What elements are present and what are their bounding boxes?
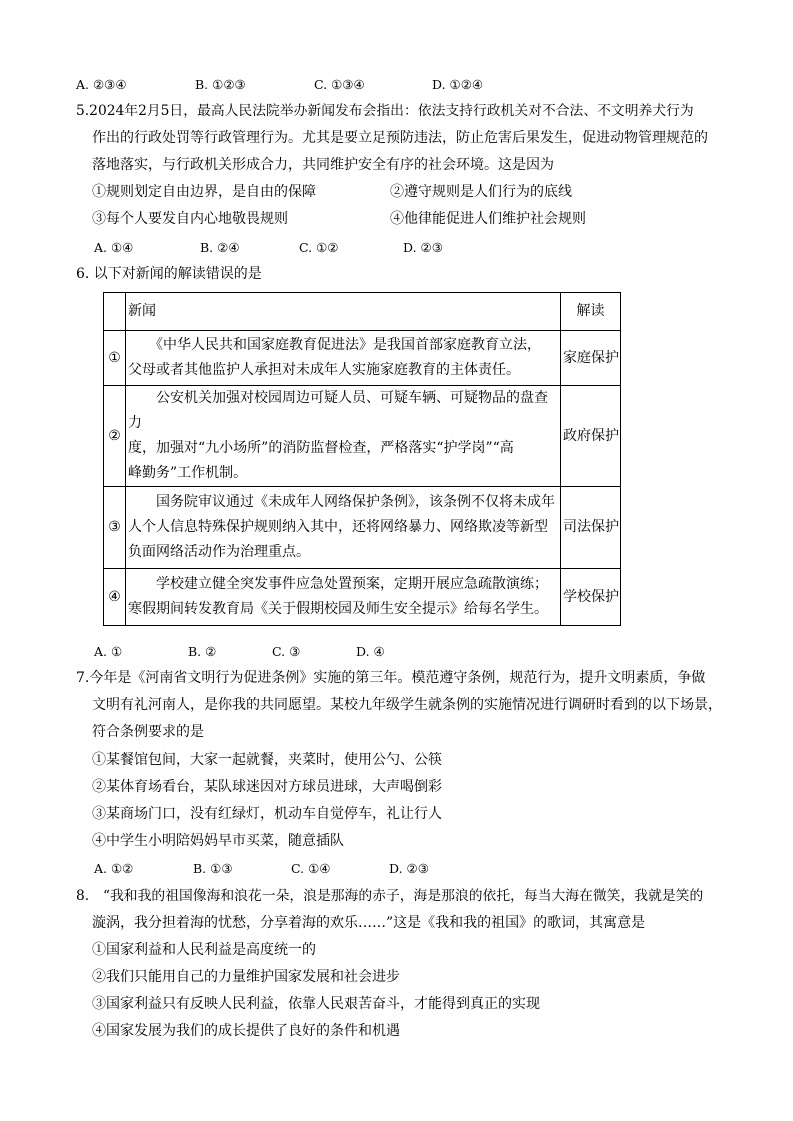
row-news-line: 父母或者其他监护人承担对未成年人实施家庭教育的主体责任。 [128, 362, 520, 378]
q4-option-c: C. ①③④ [314, 77, 365, 92]
q6-option-d: D. ④ [356, 644, 385, 659]
q5-stem-line-1: 5.2024年2月5日，最高人民法院举办新闻发布会指出：依法支持行政机关对不合法、不文明养犬行为 [76, 103, 694, 119]
q7-stem-line-2: 文明有礼河南人，是你我的共同愿望。某校九年级学生就条例的实施情况进行调研时看到的以下场景， [92, 697, 722, 713]
q7-stem-line-3: 符合条例要求的是 [92, 724, 204, 740]
q8-stem-line-1: 8. “我和我的祖国像海和浪花一朵，浪是那海的赤子，海是那浪的依托，每当大海在微笑，我就是笑的 [76, 888, 704, 904]
row-news-line: 寒假期间转发教育局《关于假期校园及师生安全提示》给每名学生。 [128, 601, 548, 617]
row-news-line: 国务院审议通过《未成年人网络保护条例》，该条例不仅将未成年 [128, 494, 555, 510]
row-interp: 政府保护 [561, 386, 621, 487]
q6-option-b: B. ② [188, 644, 217, 659]
q5-stem-line-3: 落地落实，与行政机关形成合力，共同维护安全有序的社会环境。这是因为 [92, 157, 554, 173]
q7-stem-line-1: 7.今年是《河南省文明行为促进条例》实施的第三年。模范遵守条例，规范行为，提升文明素质，争做 [76, 670, 706, 686]
q7-option-d: D. ②③ [389, 861, 429, 876]
q4-option-a: A. ②③④ [76, 77, 127, 92]
row-news-line: 公安机关加强对校园周边可疑人员、可疑车辆、可疑物品的盘查力 [128, 390, 548, 431]
row-number: ③ [104, 487, 126, 569]
q5-stem-line-2: 作出的行政处罚等行政管理行为。尤其是要立足预防违法，防止危害后果发生，促进动物管理规范的 [92, 130, 708, 146]
q5-statement-3: ③每个人要发自内心地敬畏规则 [92, 211, 288, 227]
q8-statement-4: ④国家发展为我们的成长提供了良好的条件和机遇 [92, 1023, 400, 1039]
table-row [104, 487, 621, 569]
q5-statement-1: ①规则划定自由边界，是自由的保障 [92, 184, 316, 200]
row-news-line: 负面网络活动作为治理重点。 [128, 544, 310, 560]
q8-stem-line-2: 漩涡，我分担着海的忧愁，分享着海的欢乐……”这是《我和我的祖国》的歌词，其寓意是 [92, 915, 646, 931]
row-news [126, 487, 561, 569]
row-news-line: 学校建立健全突发事件应急处置预案，定期开展应急疏散演练； [128, 576, 548, 592]
table-row [104, 331, 621, 386]
q8-statement-2: ②我们只能用自己的力量维护国家发展和社会进步 [92, 969, 400, 985]
q6-stem: 6. 以下对新闻的解读错误的是 [76, 266, 262, 282]
q7-option-c: C. ①④ [291, 861, 331, 876]
row-number: ② [104, 386, 126, 487]
row-number: ① [104, 331, 126, 386]
q6-option-a: A. ① [94, 644, 123, 659]
row-news [126, 569, 561, 626]
row-interp: 司法保护 [561, 487, 621, 569]
q4-option-b: B. ①②③ [195, 77, 246, 92]
row-news [126, 386, 561, 487]
q5-statement-4: ④他律能促进人们维护社会规则 [390, 211, 586, 227]
q5-option-a: A. ①④ [94, 240, 134, 255]
row-news [126, 331, 561, 386]
news-table-header-row [104, 293, 621, 331]
row-news-line: 《中华人民共和国家庭教育促进法》是我国首部家庭教育立法， [128, 337, 541, 353]
q7-statement-2: ②某体育场看台，某队球迷因对方球员进球，大声喝倒彩 [92, 779, 442, 795]
table-row [104, 386, 621, 487]
row-news-line: 度，加强对“九小场所”的消防监督检查，严格落实“护学岗”“高 [128, 440, 514, 456]
q5-option-c: C. ①② [299, 240, 339, 255]
row-number: ④ [104, 569, 126, 626]
table-header-empty [104, 293, 126, 331]
q7-option-b: B. ①③ [193, 861, 233, 876]
q5-option-d: D. ②③ [403, 240, 443, 255]
row-news-line: 峰勤务”工作机制。 [128, 465, 248, 481]
q5-statement-2: ②遵守规则是人们行为的底线 [390, 184, 572, 200]
q4-option-d: D. ①②④ [432, 77, 484, 92]
row-interp: 学校保护 [561, 569, 621, 626]
q7-statement-4: ④中学生小明陪妈妈早市买菜，随意插队 [92, 833, 344, 849]
table-row [104, 569, 621, 626]
table-header-news: 新闻 [126, 293, 561, 331]
news-table [103, 292, 621, 626]
q7-option-a: A. ①② [94, 861, 134, 876]
q8-statement-1: ①国家利益和人民利益是高度统一的 [92, 942, 316, 958]
row-interp: 家庭保护 [561, 331, 621, 386]
table-header-interp: 解读 [561, 293, 621, 331]
q8-statement-3: ③国家利益只有反映人民利益，依靠人民艰苦奋斗，才能得到真正的实现 [92, 996, 540, 1012]
row-news-line: 人个人信息特殊保护规则纳入其中，还将网络暴力、网络欺凌等新型 [128, 519, 548, 535]
q7-statement-1: ①某餐馆包间，大家一起就餐，夹菜时，使用公勺、公筷 [92, 752, 442, 768]
q6-option-c: C. ③ [272, 644, 301, 659]
q7-statement-3: ③某商场门口，没有红绿灯，机动车自觉停车，礼让行人 [92, 806, 442, 822]
q5-option-b: B. ②④ [200, 240, 240, 255]
